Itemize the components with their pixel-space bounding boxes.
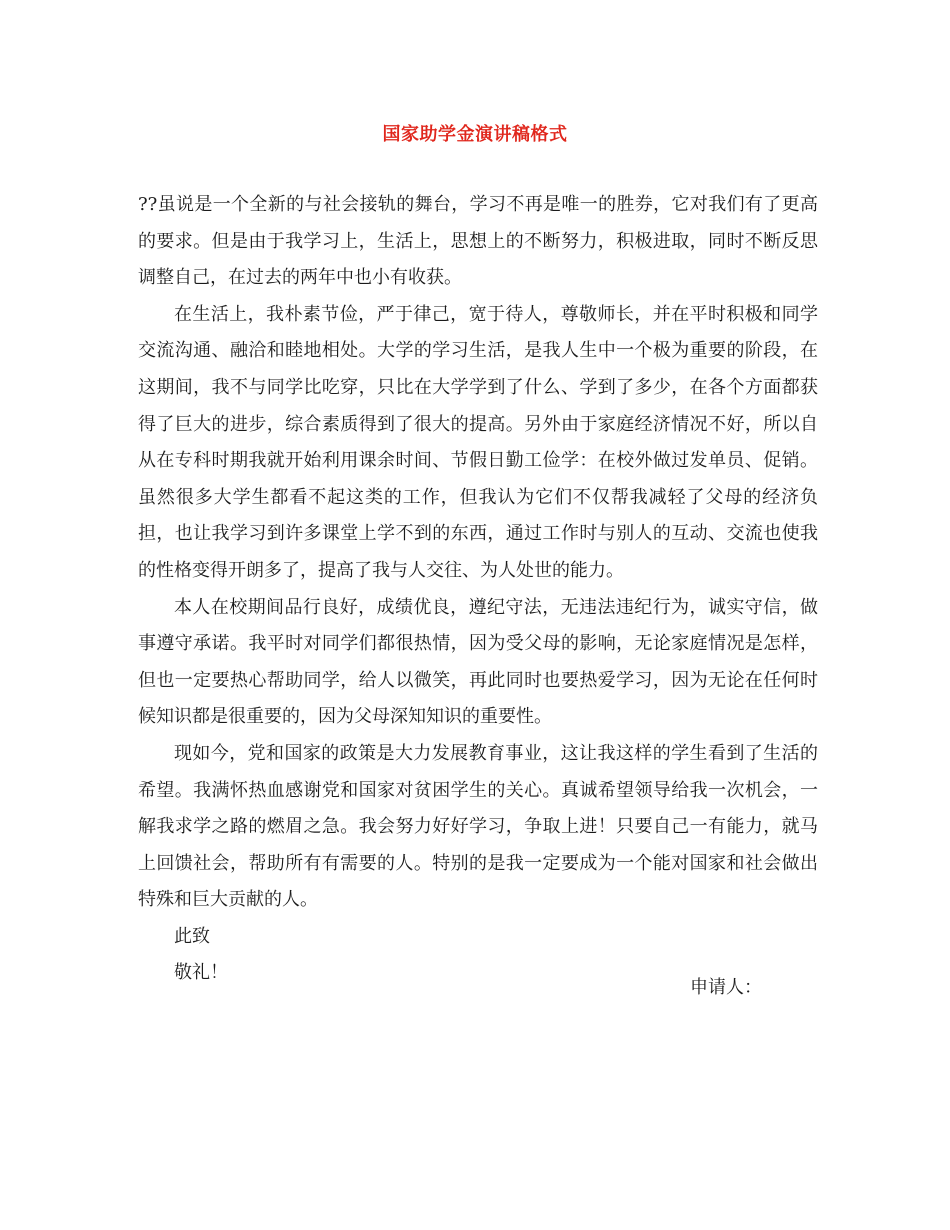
paragraph-gratitude: 现如今，党和国家的政策是大力发展教育事业，这让我这样的学生看到了生活的希望。我满怀热血感谢党和国家对贫困学生的关心。真诚希望领导给我一次机会，一解我求学之路的燃眉之急。我会努力好好学习，争取上进！只要自己一有能力，就马上回馈社会，帮助所有有需要的人。特别的是我一定要成为一个能对国家和社会做出特殊和巨大贡献的人。 — [138, 742, 818, 911]
closing-salutation: 此致 — [174, 925, 210, 947]
closing-regards: 敬礼！ — [174, 962, 228, 984]
signature-label: 申请人： — [690, 977, 762, 998]
document-body — [138, 187, 818, 992]
paragraph-conduct: 本人在校期间品行良好，成绩优良，遵纪守法，无违法违纪行为，诚实守信，做事遵守承诺。我平时对同学们都很热情，因为受父母的影响，无论家庭情况是怎样，但也一定要热心帮助同学，给人以微笑，再此同时也要热爱学习，因为无论在任何时候知识都是很重要的，因为父母深知知识的重要性。 — [138, 596, 818, 728]
document-title: 国家助学金演讲稿格式 — [382, 124, 568, 145]
paragraph-life: 在生活上，我朴素节俭，严于律己，宽于待人，尊敬师长，并在平时积极和同学交流沟通、融洽和睦地相处。大学的学习生活，是我人生中一个极为重要的阶段，在这期间，我不与同学比吃穿，只比在大学学到了什么、学到了多少，在各个方面都获得了巨大的进步，综合素质得到了很大的提高。另外由于家庭经济情况不好，所以自从在专科时期我就开始利用课余时间、节假日勤工俭学：在校外做过发单员、促销。虽然很多大学生都看不起这类的工作，但我认为它们不仅帮我减轻了父母的经济负担，也让我学习到许多课堂上学不到的东西，通过工作时与别人的互动、交流也使我的性格变得开朗多了，提高了我与人交往、为人处世的能力。 — [138, 303, 818, 581]
paragraph-intro: ??虽说是一个全新的与社会接轨的舞台，学习不再是唯一的胜券，它对我们有了更高的要求。但是由于我学习上，生活上，思想上的不断努力，积极进取，同时不断反思调整自己，在过去的两年中也小有收获。 — [138, 194, 818, 289]
